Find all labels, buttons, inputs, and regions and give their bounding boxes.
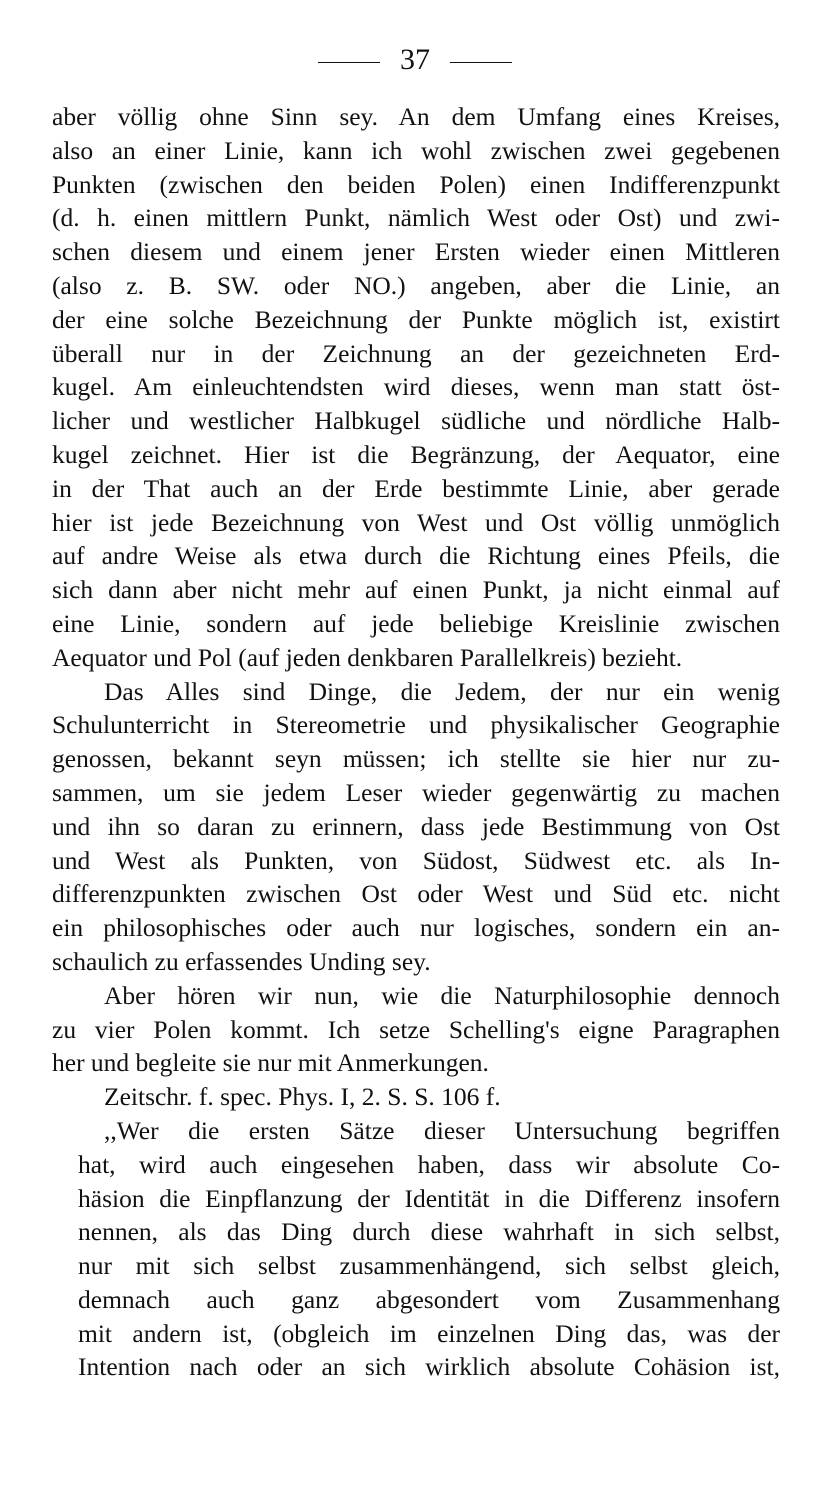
text-line: auf andre Weise als etwa durch die Richtung eines Pfeils, die	[52, 541, 780, 571]
text-line: Punkten (zwischen den beiden Polen) einen Indifferenzpunkt	[52, 169, 780, 199]
text-line: kugel. Am einleuchtendsten wird dieses, wenn man statt öst-	[52, 372, 780, 402]
text-line: Aequator und Pol (auf jeden denkbaren Parallelkreis) bezieht.	[52, 642, 683, 672]
text-line: Schulunterricht in Stereometrie und physikalischer Geographie	[52, 710, 780, 740]
quote-line: mit andern ist, (obgleich im einzelnen Ding das, was der	[78, 1318, 780, 1348]
text-line: also an einer Linie, kann ich wohl zwischen zwei gegebenen	[52, 135, 780, 165]
text-line: eine Linie, sondern auf jede beliebige Kreislinie zwischen	[52, 608, 780, 638]
text-line: und ihn so daran zu erinnern, dass jede Bestimmung von Ost	[52, 811, 780, 841]
body-text	[52, 100, 780, 1384]
quote-line: nennen, als das Ding durch diese wahrhaft in sich selbst,	[78, 1217, 780, 1247]
text-line: in der That auch an der Erde bestimmte Linie, aber gerade	[52, 473, 780, 503]
paragraph-start-line: Das Alles sind Dinge, die Jedem, der nur ein wenig	[104, 676, 780, 706]
header-rule-left	[318, 62, 380, 63]
quote-line: hat, wird auch eingesehen haben, dass wir absolute Co-	[78, 1149, 780, 1179]
text-line: licher und westlicher Halbkugel südliche und nördliche Halb-	[52, 406, 780, 436]
text-line: sammen, um sie jedem Leser wieder gegenwärtig zu machen	[52, 777, 780, 807]
page-number: 37	[400, 43, 430, 76]
page-header	[0, 40, 830, 80]
text-line: hier ist jede Bezeichnung von West und Ost völlig unmöglich	[52, 507, 780, 537]
quote-line: häsion die Einpflanzung der Identität in die Differenz insofern	[78, 1183, 780, 1213]
text-line: ein philosophisches oder auch nur logisches, sondern ein an-	[52, 913, 780, 943]
text-line: aber völlig ohne Sinn sey. An dem Umfang eines Kreises,	[52, 102, 780, 131]
text-line: genossen, bekannt seyn müssen; ich stellte sie hier nur zu-	[52, 744, 780, 774]
quote-line: Intention nach oder an sich wirklich absolute Cohäsion ist,	[78, 1352, 780, 1382]
text-line: her und begleite sie nur mit Anmerkungen.	[52, 1048, 489, 1078]
text-line: (also z. B. SW. oder NO.) angeben, aber die Linie, an	[52, 270, 780, 300]
text-line: (d. h. einen mittlern Punkt, nämlich West oder Ost) und zwi-	[52, 203, 780, 233]
text-line: zu vier Polen kommt. Ich setze Schelling's eigne Paragraphen	[52, 1014, 780, 1044]
text-line: schen diesem und einem jener Ersten wieder einen Mittleren	[52, 237, 780, 267]
quote-start-line: ,,Wer die ersten Sätze dieser Untersuchung begriffen	[104, 1115, 780, 1145]
quote-line: nur mit sich selbst zusammenhängend, sich selbst gleich,	[78, 1251, 780, 1281]
text-line: kugel zeichnet. Hier ist die Begränzung, der Aequator, eine	[52, 439, 780, 469]
text-line: überall nur in der Zeichnung an der gezeichneten Erd-	[52, 338, 780, 368]
paragraph-start-line: Aber hören wir nun, wie die Naturphilosophie dennoch	[104, 980, 780, 1010]
text-line: sich dann aber nicht mehr auf einen Punkt, ja nicht einmal auf	[52, 575, 780, 605]
text-line: der eine solche Bezeichnung der Punkte möglich ist, existirt	[52, 304, 780, 334]
text-line: differenzpunkten zwischen Ost oder West und Süd etc. nicht	[52, 879, 780, 909]
text-line: schaulich zu erfassendes Unding sey.	[52, 946, 431, 976]
header-rule-right	[450, 62, 512, 63]
quote-line: demnach auch ganz abgesondert vom Zusammenhang	[78, 1284, 780, 1314]
text-line: und West als Punkten, von Südost, Südwest etc. als In-	[52, 845, 780, 875]
citation-line: Zeitschr. f. spec. Phys. I, 2. S. S. 106 f.	[104, 1082, 501, 1112]
